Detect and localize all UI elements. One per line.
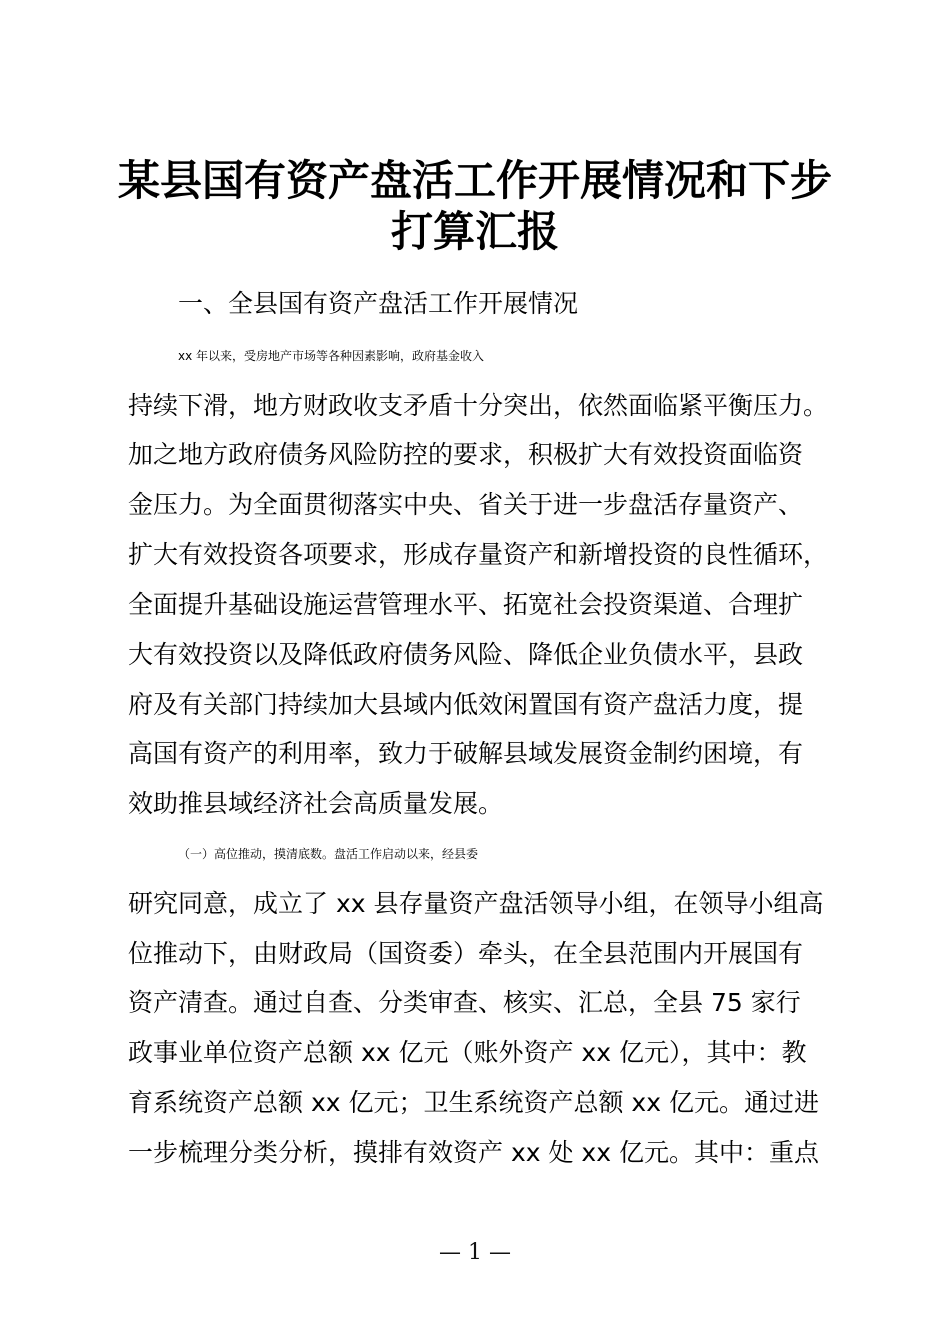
paragraph-line: 研究同意，成立了 xx 县存量资产盘活领导小组，在领导小组高 — [128, 889, 824, 918]
paragraph-line: 府及有关部门持续加大县域内低效闲置国有资产盘活力度，提 — [128, 690, 804, 719]
paragraph-line: 加之地方政府债务风险防控的要求，积极扩大有效投资面临资 — [128, 440, 804, 469]
paragraph-line: 持续下滑，地方财政收支矛盾十分突出，依然面临紧平衡压力。 — [128, 391, 829, 420]
page-number: — 1 — — [439, 1240, 511, 1265]
paragraph-line: 育系统资产总额 xx 亿元；卫生系统资产总额 xx 亿元。通过进 — [128, 1088, 819, 1117]
section-heading: 一、全县国有资产盘活工作开展情况 — [178, 289, 579, 318]
paragraph-line: 全面提升基础设施运营管理水平、拓宽社会投资渠道、合理扩 — [128, 590, 804, 619]
paragraph-line: 效助推县域经济社会高质量发展。 — [128, 789, 504, 818]
document-title-line-2: 打算汇报 — [390, 207, 559, 256]
paragraph-line: 一步梳理分类分析，摸排有效资产 xx 处 xx 亿元。其中：重点 — [128, 1138, 819, 1167]
paragraph-line: 位推动下，由财政局（国资委）牵头，在全县范围内开展国有 — [128, 939, 804, 968]
paragraph-line: 扩大有效投资各项要求，形成存量资产和新增投资的良性循环， — [128, 540, 829, 569]
document-title-line-1: 某县国有资产盘活工作开展情况和下步 — [117, 156, 832, 205]
paragraph-line: 金压力。为全面贯彻落实中央、省关于进一步盘活存量资产、 — [128, 490, 804, 519]
paragraph-line: 大有效投资以及降低政府债务风险、降低企业负债水平，县政 — [128, 640, 804, 669]
paragraph-line: 高国有资产的利用率，致力于破解县域发展资金制约困境，有 — [128, 739, 804, 768]
paragraph-line: xx 年以来，受房地产市场等各种因素影响，政府基金收入 — [178, 349, 485, 363]
paragraph-line: 政事业单位资产总额 xx 亿元（账外资产 xx 亿元），其中：教 — [128, 1038, 807, 1067]
paragraph-line: 资产清查。通过自查、分类审查、核实、汇总，全县 75 家行 — [128, 988, 801, 1017]
paragraph-line: （一）高位推动，摸清底数。盘活工作启动以来，经县委 — [178, 847, 479, 861]
